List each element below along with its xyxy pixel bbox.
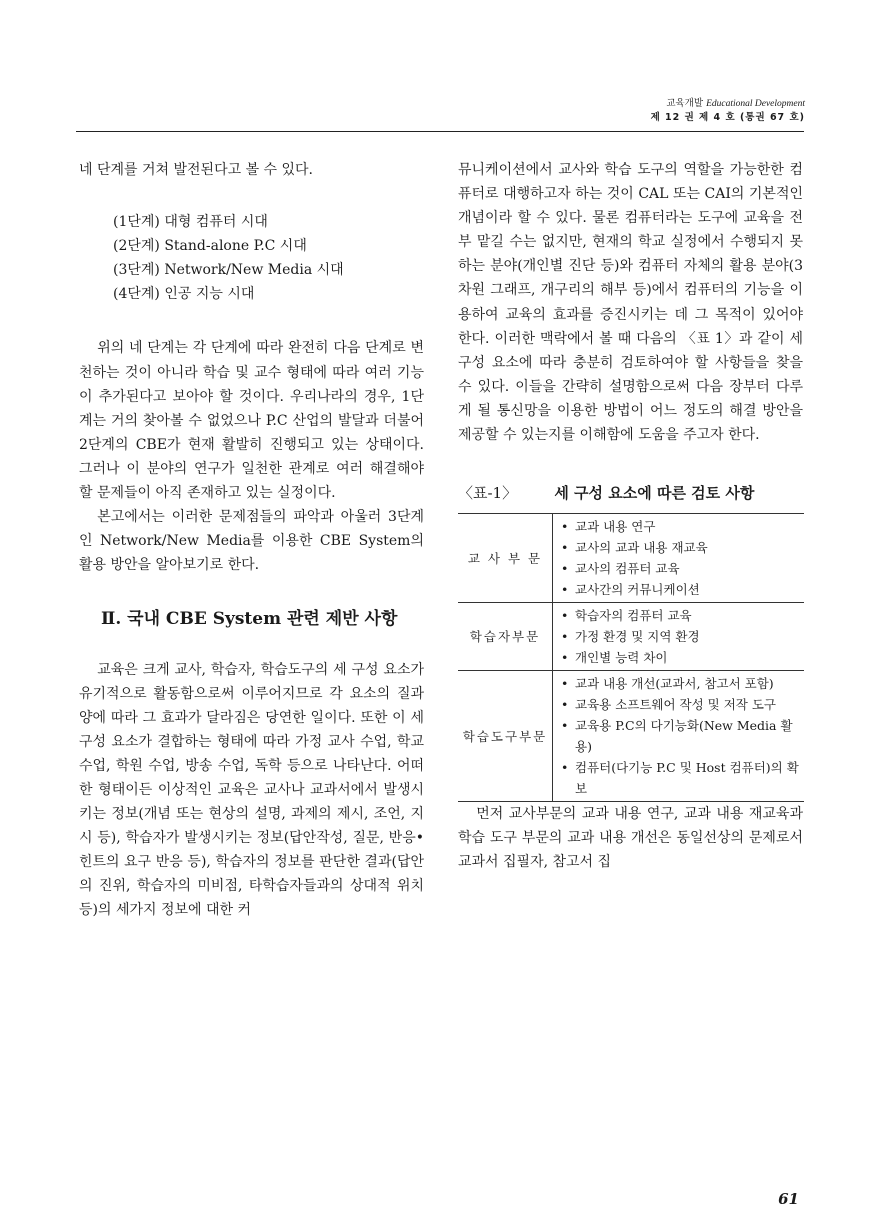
items-cell xyxy=(553,671,805,802)
table-item: • 교육용 P.C의 다기능화(New Media 활용) xyxy=(559,715,804,757)
table-item: • 교사의 교과 내용 재교육 xyxy=(559,537,804,558)
table-item: • 개인별 능력 차이 xyxy=(559,647,804,668)
category-cell: 학습자부문 xyxy=(458,603,553,671)
body-paragraph: 위의 네 단계는 각 단계에 따라 완전히 다음 단계로 변천하는 것이 아니라 학습 및 교수 형태에 따라 여러 기능이 추가된다고 보아야 할 것이다. 우리나라의 경우, 1단계는 거의 찾아볼 수 없었으나 P.C 산업의 발달과 더불어 2단계의 CBE가 현재 활발히 진행되고 있는 상태이다. 그러나 이 분야의 연구가 일천한 관계로 여러 해결해야 할 문제들이 아직 존재하고 있는 실정이다. xyxy=(79,340,424,502)
body-paragraph: 교육은 크게 교사, 학습자, 학습도구의 세 구성 요소가 유기적으로 활동함으로써 이루어지므로 각 요소의 질과 양에 따라 그 효과가 달라짐은 당연한 일이다. 또한 이 세 구성 요소가 결합하는 형태에 따라 가정 교사 수업, 학교 수업, 학원 수업, 방송 수업, 독학 등으로 나타난다. 어떠한 형태이든 이상적인 교육은 교사나 교과서에서 발생시키는 정보(개념 또는 현상의 설명, 과제의 제시, 조언, 지시 등), 학습자가 발생시키는 정보(답안작성, 질문, 반응•힌트의 요구 반응 등), 학습자의 정보를 판단한 결과(답안의 진위, 학습자의 미비점, 타학습자들과의 상대적 위치 등)의 세가지 정보에 대한 커 xyxy=(79,661,424,919)
table-item: • 교사간의 커뮤니케이션 xyxy=(559,579,804,600)
right-column xyxy=(458,158,803,875)
section-title: 국내 CBE System 관련 제반 사항 xyxy=(127,609,398,630)
body-paragraph: 본고에서는 이러한 문제점들의 파악과 아울러 3단계인 Network/New Media를 이용한 CBE System의 활용 방안을 알아보기로 한다. xyxy=(79,509,424,574)
left-column xyxy=(79,158,424,923)
stage-item: (4단계) 인공 지능 시대 xyxy=(113,286,255,303)
table-item: • 교과 내용 개선(교과서, 참고서 포함) xyxy=(559,673,804,694)
section-heading xyxy=(79,607,424,631)
table-row xyxy=(458,514,804,603)
table-row xyxy=(458,671,804,802)
table-item: • 교사의 컴퓨터 교육 xyxy=(559,558,804,579)
header-rule xyxy=(76,131,804,132)
items-cell xyxy=(553,603,805,671)
table-caption xyxy=(458,481,803,505)
table-row xyxy=(458,603,804,671)
category-cell: 학습도구부문 xyxy=(458,671,553,802)
stage-list xyxy=(79,210,424,306)
body-paragraph: 먼저 교사부문의 교과 내용 연구, 교과 내용 재교육과 학습 도구 부문의 교과 내용 개선은 동일선상의 문제로서 교과서 집필자, 참고서 집 xyxy=(458,806,803,871)
journal-name-ko: 교육개발 xyxy=(666,98,704,109)
stage-item: (3단계) Network/New Media 시대 xyxy=(113,262,344,279)
table-title: 세 구성 요소에 따른 검토 사항 xyxy=(554,484,755,503)
table-label: 〈표-1〉 xyxy=(458,484,518,503)
stage-item: (2단계) Stand-alone P.C 시대 xyxy=(113,238,307,255)
table-item: • 교육용 소프트웨어 작성 및 저작 도구 xyxy=(559,694,804,715)
page-number: 61 xyxy=(778,1190,799,1208)
intro-line: 네 단계를 거쳐 발전된다고 볼 수 있다. xyxy=(79,162,314,178)
review-table xyxy=(458,513,804,802)
table-item: • 교과 내용 연구 xyxy=(559,516,804,537)
issue-info: 제 12 권 제 4 호 (통권 67 호) xyxy=(650,112,805,123)
items-cell xyxy=(553,514,805,603)
stage-item: (1단계) 대형 컴퓨터 시대 xyxy=(113,214,268,231)
body-paragraph: 뮤니케이션에서 교사와 학습 도구의 역할을 가능한한 컴퓨터로 대행하고자 하는 것이 CAL 또는 CAI의 기본적인 개념이라 할 수 있다. 물론 컴퓨터라는 도구에 교육을 전부 맡길 수는 없지만, 현재의 학교 실정에서 수행되지 못하는 분야(개인별 진단 등)와 컴퓨터 자체의 활용 분야(3차원 그래프, 개구리의 해부 등)에서 컴퓨터의 기능을 이용하여 교육의 효과를 증진시키는 데 그 목적이 있어야 한다. 이러한 맥락에서 볼 때 다음의 〈표 1〉과 같이 세 구성 요소에 따라 충분히 검토하여야 할 사항들을 찾을 수 있다. 이들을 간략히 설명함으로써 다음 장부터 다루게 될 통신망을 이용한 방법이 어느 정도의 해결 방안을 제공할 수 있는지를 이해함에 도움을 주고자 한다. xyxy=(458,162,803,444)
table-item: • 컴퓨터(다기능 P.C 및 Host 컴퓨터)의 확보 xyxy=(559,757,804,799)
journal-name xyxy=(651,97,805,111)
section-number: Ⅱ. xyxy=(101,609,122,630)
journal-name-en: Educational Development xyxy=(706,99,805,109)
running-header xyxy=(651,97,805,125)
table-item: • 학습자의 컴퓨터 교육 xyxy=(559,605,804,626)
category-cell: 교 사 부 문 xyxy=(458,514,553,603)
table-item: • 가정 환경 및 지역 환경 xyxy=(559,626,804,647)
